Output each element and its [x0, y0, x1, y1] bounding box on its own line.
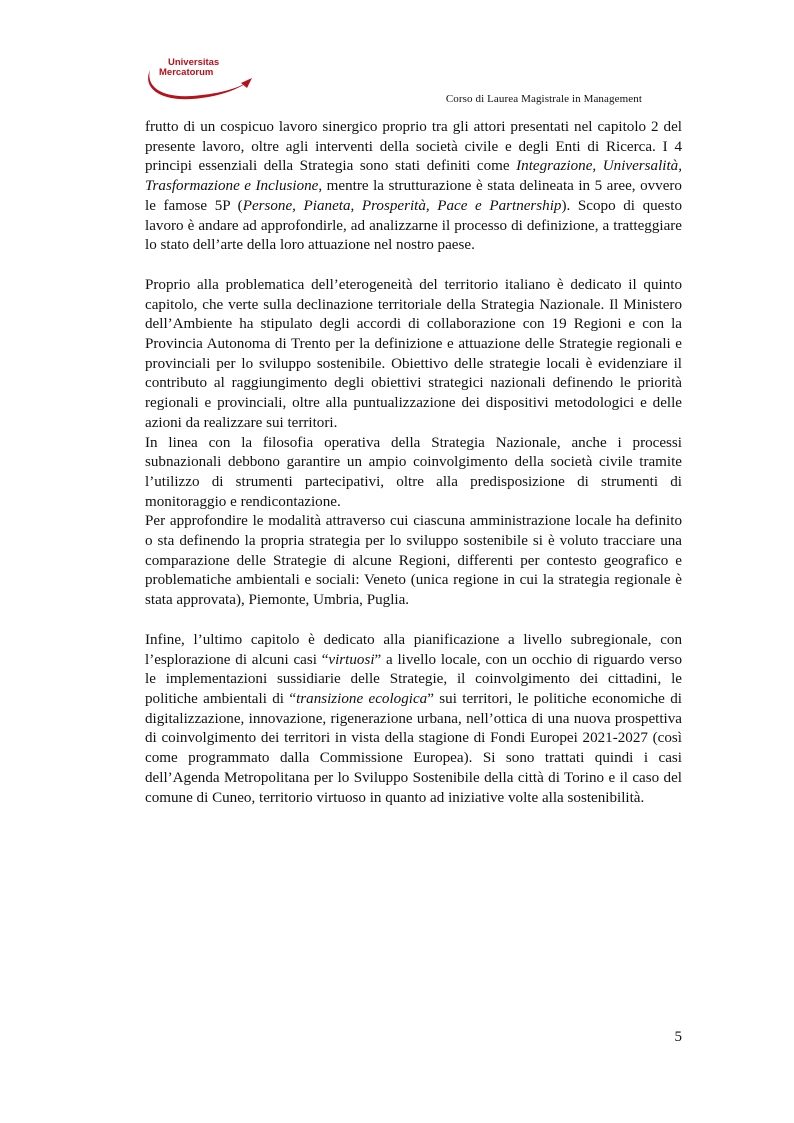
- paragraph-5: [145, 631, 682, 808]
- paragraph-1: [145, 118, 682, 256]
- paragraph-gap: [145, 611, 682, 631]
- paragraph-4: Per approfondire le modalità attraverso cui ciascuna amministrazione locale ha definito o sta definendo la propria strategia per lo sviluppo sostenibile si è voluto tracciare una comparazione delle Strategie di alcune Regioni, differenti per contesto geografico e problematiche ambientali e sociali: Veneto (unica regione in cui la strategia regionale è stata approvata), Piemonte, Umbria, Puglia.: [145, 513, 682, 609]
- course-title: Corso di Laurea Magistrale in Management: [445, 93, 642, 105]
- text-span: ” sui territori, le politiche economiche di digitalizzazione, innovazione, rigenerazione urbana, nell’ottica di una nuova prospettiva di coinvolgimento dei territori in vista della stagione di Fondi Europei 2021-2027 (così come programmato dalla Commissione Europea). Si sono trattati quindi i casi dell’Agenda Metropolitana per lo Sviluppo Sostenibile della città di Torino e il caso del comune di Cuneo, territorio virtuoso in quanto ad iniziative volte alla sostenibilità.: [145, 690, 682, 806]
- text-span: Infine, l’ultimo capitolo è dedicato alla pianificazione a livello subregionale, con l’esplorazione di alcuni casi “: [145, 631, 682, 668]
- text-span: , mentre la strutturazione è stata delineata in 5 aree, ovvero le famose 5P (: [145, 178, 682, 214]
- text-span: frutto di un cospicuo lavoro sinergico proprio tra gli attori presentati nel capitolo 2 del presente lavoro, oltre agli interventi della società civile e degli Enti di Ricerca. I 4 principi essenziali della Strategia sono stati definiti come: [145, 119, 682, 175]
- body-text: [145, 118, 682, 808]
- logo-text-line1: Universitas: [168, 57, 220, 68]
- text-span: ). Scopo di questo lavoro è andare ad approfondirle, ad analizzarne il processo di definizione, a tratteggiare lo stato dell’arte della loro attuazione nel nostro paese.: [145, 197, 682, 254]
- italic-span: Integrazione, Universalità, Trasformazione e Inclusione: [145, 158, 682, 195]
- paragraph-gap: [145, 256, 682, 276]
- italic-span: Persone, Pianeta, Prosperità, Pace e Partnership: [242, 197, 562, 214]
- page-number: 5: [674, 1029, 682, 1045]
- italic-span: virtuosi: [328, 651, 375, 668]
- logo-text-line2: Mercatorum: [159, 67, 214, 78]
- paragraph-2: Proprio alla problematica dell’eterogeneità del territorio italiano è dedicato il quinto capitolo, che verte sulla declinazione territoriale della Strategia Nazionale. Il Ministero dell’Ambiente ha stipulato degli accordi di collaborazione con 19 Regioni e con la Provincia Autonoma di Trento per la definizione e attuazione delle Strategie regionali e provinciali per lo sviluppo sostenibile. Obiettivo delle strategie locali è evidenziare il contributo al raggiungimento degli obiettivi strategici nazionali definendo le priorità regionali e provinciali, oltre alla puntualizzazione dei dispositivi metodologici e delle azioni da realizzare sui territori.: [145, 276, 682, 431]
- text-span: ” a livello locale, con un occhio di riguardo verso le implementazioni sussidiarie delle Strategie, il coinvolgimento dei cittadini, le politiche ambientali di “: [145, 651, 683, 707]
- university-logo: [146, 58, 252, 104]
- paragraph-3: In linea con la filosofia operativa della Strategia Nazionale, anche i processi subnazionali debbono garantire un ampio coinvolgimento della società civile tramite l’utilizzo di strumenti partecipativi, oltre alla predisposizione di strumenti di monitoraggio e rendicontazione.: [145, 434, 682, 510]
- italic-span: transizione ecologica: [296, 690, 428, 707]
